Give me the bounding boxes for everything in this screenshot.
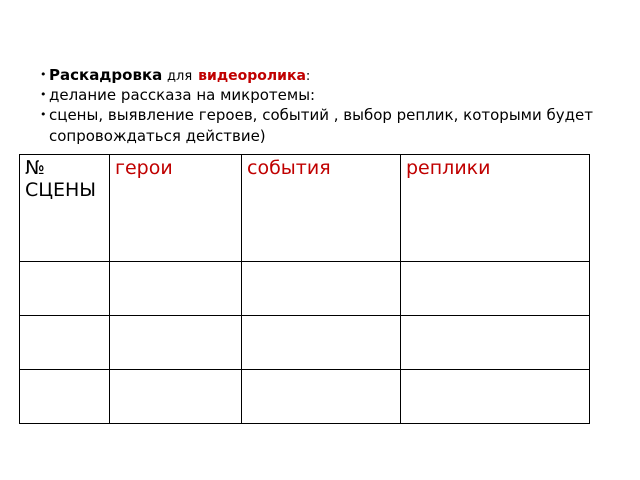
intro-list bbox=[42, 66, 602, 147]
table-cell bbox=[20, 262, 110, 316]
header-cell-events bbox=[242, 155, 401, 262]
header-lines: реплики bbox=[406, 157, 491, 179]
bullet-scenes: • сцены, выявление героев, событий , выбор реплик, которыми будет сопровождаться действие) bbox=[42, 105, 602, 147]
header-cell-scene bbox=[20, 155, 110, 262]
table-cell bbox=[242, 316, 401, 370]
table-cell bbox=[110, 370, 242, 424]
header-scene-number: № СЦЕНЫ bbox=[25, 157, 97, 201]
header-cell-heroes bbox=[110, 155, 242, 262]
table-cell bbox=[401, 370, 590, 424]
header-heroes: герои bbox=[115, 157, 173, 179]
bullet-storyboard bbox=[42, 66, 602, 86]
table-cell bbox=[110, 262, 242, 316]
header-row bbox=[20, 155, 590, 262]
header-events: события bbox=[247, 157, 331, 179]
table-row bbox=[20, 262, 590, 316]
table-cell bbox=[401, 262, 590, 316]
table-cell bbox=[401, 316, 590, 370]
storyboard-title: Раскадровка bbox=[49, 66, 163, 84]
for-word: для bbox=[167, 69, 193, 84]
bullet-microtopics: • делание рассказа на микротемы: bbox=[42, 86, 602, 105]
storyboard-table bbox=[19, 154, 590, 424]
colon: : bbox=[305, 69, 311, 84]
table-row bbox=[20, 316, 590, 370]
table-cell bbox=[110, 316, 242, 370]
table-cell bbox=[242, 370, 401, 424]
table-row bbox=[20, 370, 590, 424]
video-word: видеоролика bbox=[198, 68, 306, 84]
table-cell bbox=[20, 316, 110, 370]
table-cell bbox=[242, 262, 401, 316]
header-cell-lines bbox=[401, 155, 590, 262]
table-cell bbox=[20, 370, 110, 424]
